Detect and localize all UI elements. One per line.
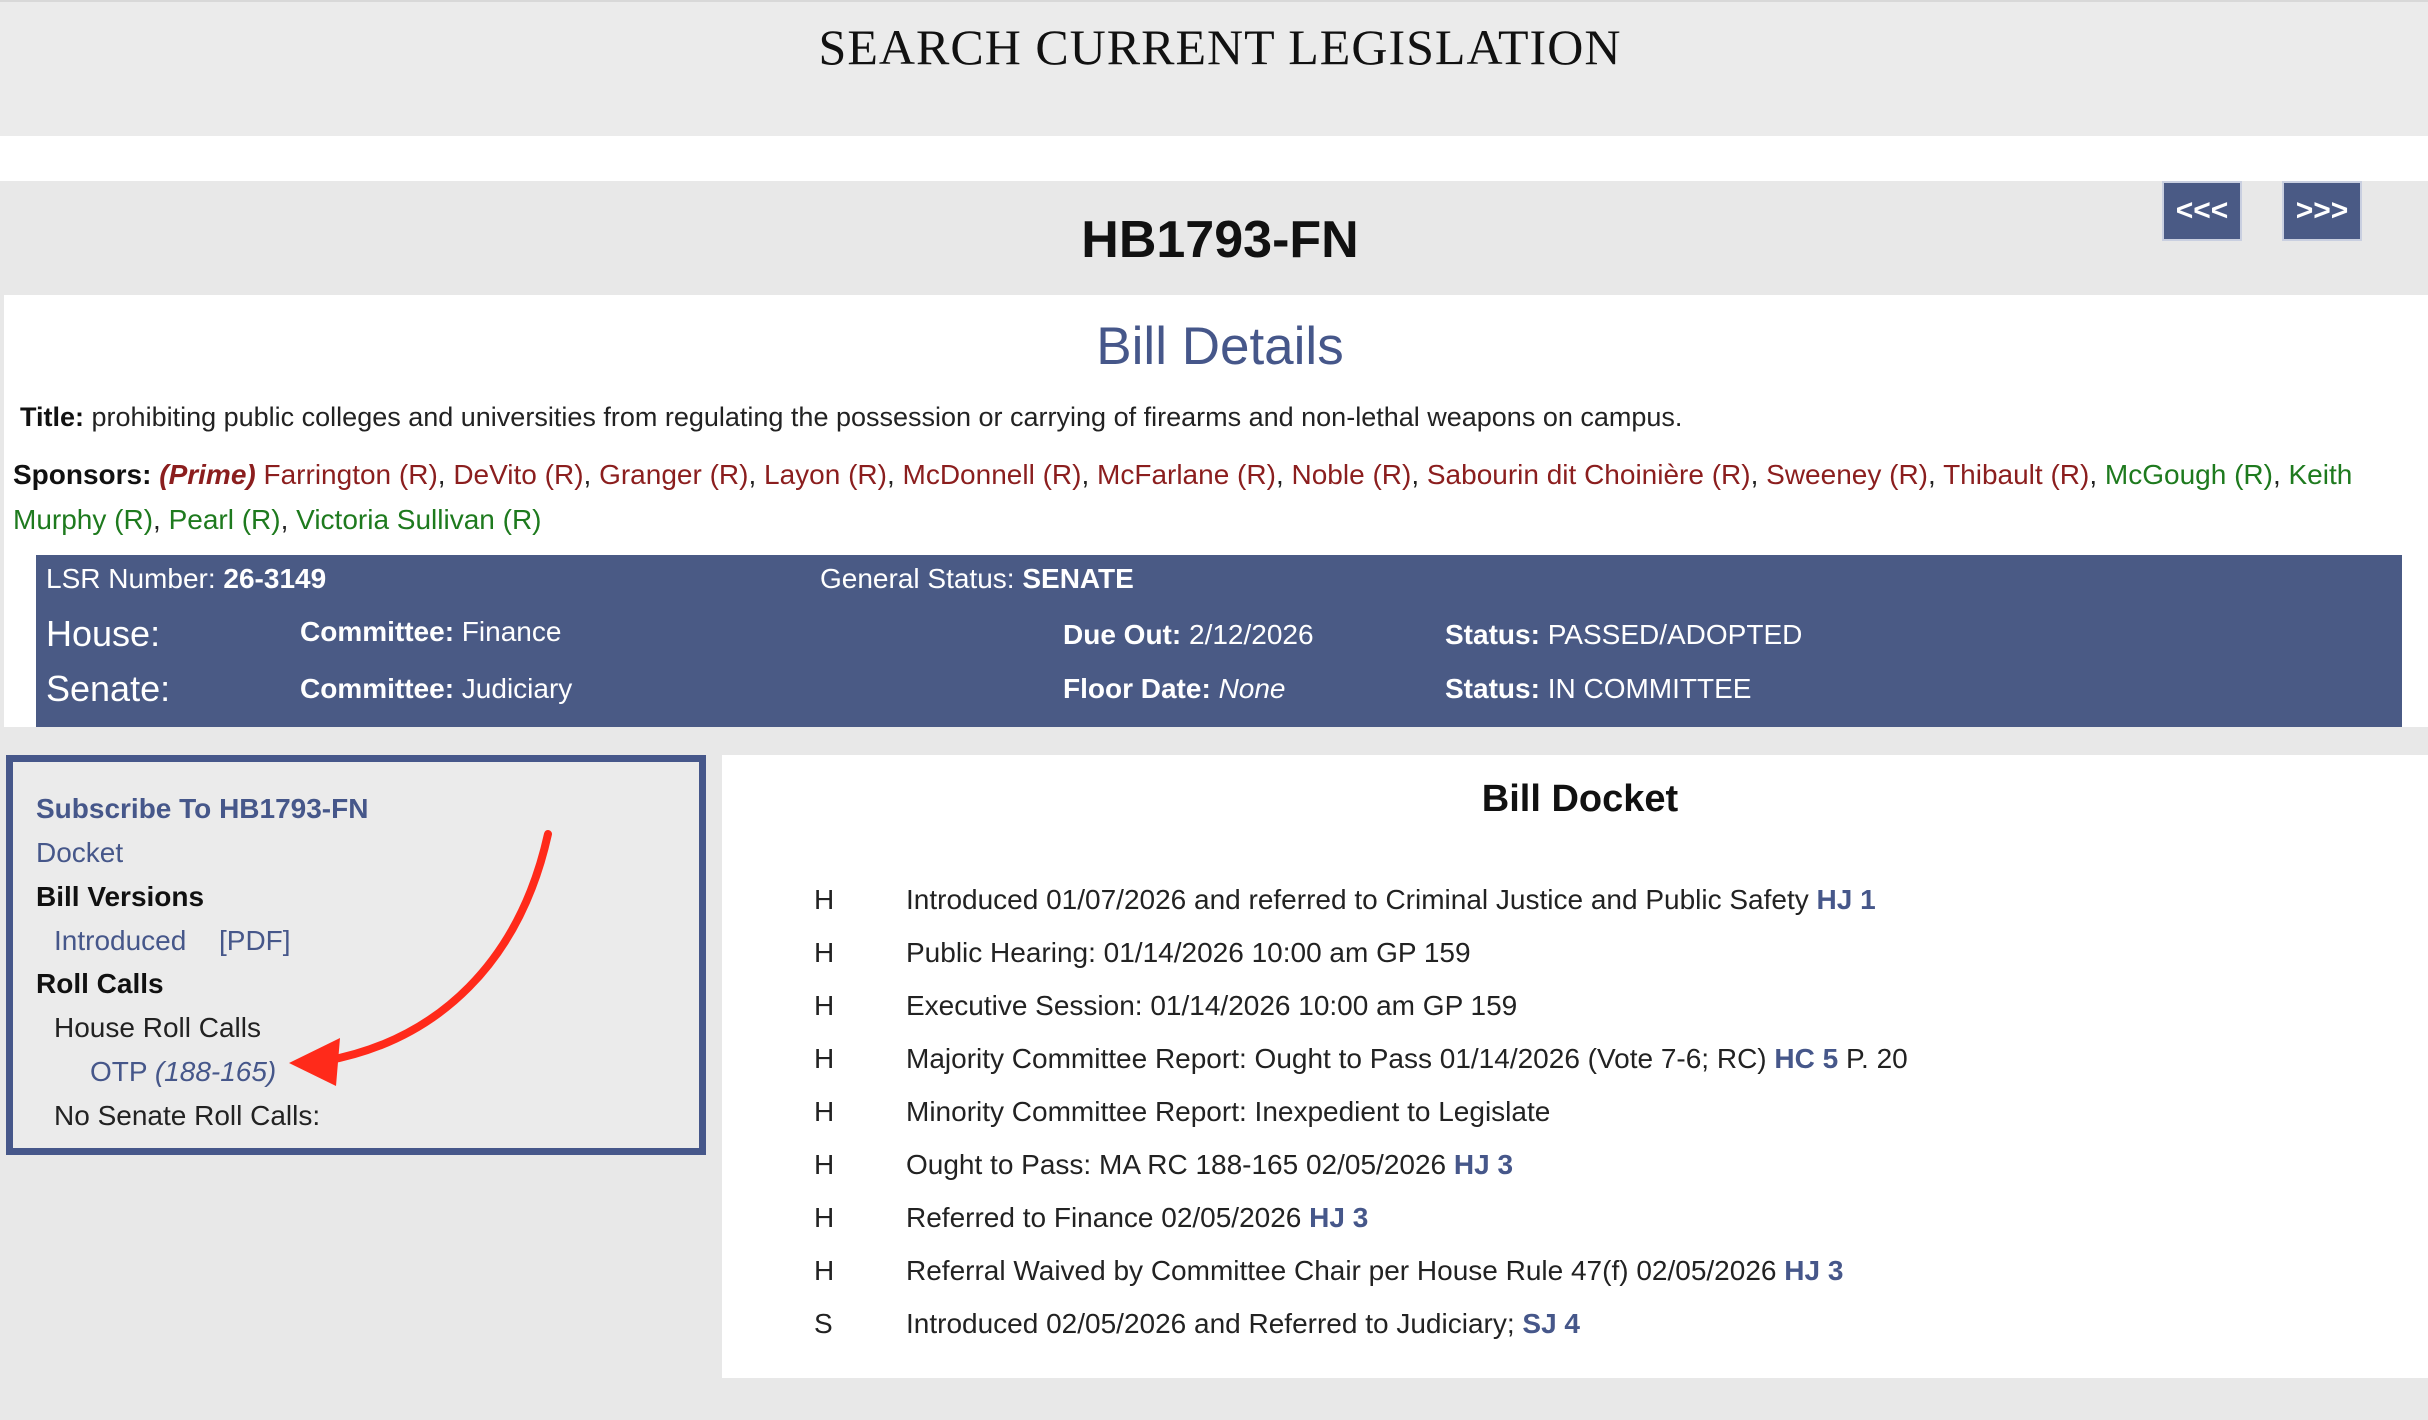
sponsor-separator: , <box>583 459 592 490</box>
sponsor-name[interactable]: Farrington (R) <box>263 459 438 490</box>
otp-label: OTP <box>90 1056 148 1087</box>
title-label: Title: <box>20 402 85 432</box>
floor-date-value: None <box>1218 673 1286 704</box>
journal-reference-link[interactable]: HJ 1 <box>1816 884 1876 915</box>
sponsor-separator: , <box>1411 459 1420 490</box>
sponsor-name[interactable]: Victoria Sullivan (R) <box>296 504 542 535</box>
due-out-value: 2/12/2026 <box>1189 619 1314 650</box>
introduced-pdf-link[interactable]: [PDF] <box>219 925 291 956</box>
bill-title <box>20 402 2410 433</box>
sponsor-separator: , <box>886 459 895 490</box>
docket-chamber: H <box>814 1255 835 1286</box>
docket-entry <box>906 1255 1843 1287</box>
docket-row <box>722 1096 2422 1149</box>
docket-entry <box>906 1043 1908 1075</box>
docket-row <box>722 937 2422 990</box>
bill-docket-heading: Bill Docket <box>1481 778 1679 820</box>
docket-entry-text: Referral Waived by Committee Chair per House Rule 47(f) 02/05/2026 <box>906 1255 1777 1286</box>
title-text: prohibiting public colleges and universities from regulating the possession or carrying of firearms and non-lethal weapons on campus. <box>91 402 1683 432</box>
senate-committee-value: Judiciary <box>461 673 573 704</box>
docket-entry-text: Ought to Pass: MA RC 188-165 02/05/2026 <box>906 1149 1447 1180</box>
sponsor-name[interactable]: DeVito (R) <box>453 459 584 490</box>
house-status-value: PASSED/ADOPTED <box>1547 619 1803 650</box>
docket-chamber: H <box>814 1096 835 1127</box>
docket-row <box>722 990 2422 1043</box>
docket-chamber: H <box>814 990 835 1021</box>
docket-entry <box>906 1096 1550 1128</box>
house-status-label: Status: <box>1445 619 1540 650</box>
sponsor-name[interactable]: Keith Murphy (R) <box>13 459 2353 535</box>
sponsor-name[interactable]: Sweeney (R) <box>1766 459 1928 490</box>
subscribe-link[interactable]: Subscribe To HB1793-FN <box>36 793 369 824</box>
docket-chamber: S <box>814 1308 833 1339</box>
house-committee-value: Finance <box>461 616 562 647</box>
docket-chamber: H <box>814 1202 835 1233</box>
bill-sidebar <box>6 755 706 1155</box>
header-divider <box>0 136 2428 181</box>
docket-row <box>722 1149 2422 1202</box>
docket-entry-text: Majority Committee Report: Ought to Pass 01/14/2026 (Vote 7-6; RC) <box>906 1043 1767 1074</box>
sponsor-name[interactable]: Thibault (R) <box>1943 459 2090 490</box>
sponsor-name[interactable]: Pearl (R) <box>168 504 281 535</box>
general-status-label: General Status: <box>820 563 1015 594</box>
docket-row <box>722 1255 2422 1308</box>
docket-row <box>722 1043 2422 1096</box>
sponsor-separator: , <box>153 504 161 535</box>
docket-entry <box>906 937 1471 969</box>
sponsor-separator: , <box>1928 459 1936 490</box>
journal-reference-link[interactable]: HJ 3 <box>1453 1149 1514 1180</box>
general-status-value: SENATE <box>1022 563 1134 594</box>
docket-entry <box>906 1202 1368 1234</box>
sponsor-separator: , <box>1750 459 1759 490</box>
docket-entry-text: Minority Committee Report: Inexpedient to Legislate <box>906 1096 1551 1127</box>
journal-reference-link[interactable]: SJ 4 <box>1522 1308 1581 1339</box>
docket-chamber: H <box>814 1149 835 1180</box>
house-status <box>1445 619 1802 651</box>
sponsor-name[interactable]: McDonnell (R) <box>902 459 1082 490</box>
lsr-number <box>46 563 326 595</box>
sponsor-separator: , <box>2089 459 2098 490</box>
sponsor-name[interactable]: McGough (R) <box>2104 459 2273 490</box>
journal-reference-link[interactable]: HJ 3 <box>1784 1255 1844 1286</box>
lsr-label: LSR Number: <box>46 563 216 594</box>
previous-bill-button[interactable]: <<< <box>2162 181 2242 241</box>
introduced-version-link[interactable]: Introduced <box>54 925 187 956</box>
sponsor-separator: , <box>748 459 757 490</box>
sponsor-separator: , <box>2272 459 2281 490</box>
docket-entry <box>906 1149 1513 1181</box>
sponsor-separator: , <box>1081 459 1090 490</box>
house-roll-calls-label: House Roll Calls <box>54 1012 261 1043</box>
docket-entry-text: Public Hearing: 01/14/2026 10:00 am GP 159 <box>906 937 1471 968</box>
sponsor-name[interactable]: Noble (R) <box>1291 459 1412 490</box>
sponsors-list <box>13 452 2413 542</box>
due-out-label: Due Out: <box>1063 619 1182 650</box>
bill-status-box <box>36 555 2402 727</box>
lsr-value: 26-3149 <box>223 563 327 594</box>
sponsors-label: Sponsors: <box>13 459 152 490</box>
docket-entry <box>906 1308 1580 1340</box>
sponsor-name[interactable]: McFarlane (R) <box>1097 459 1276 490</box>
floor-date-label: Floor Date: <box>1063 673 1211 704</box>
journal-reference-link[interactable]: HC 5 <box>1774 1043 1839 1074</box>
otp-roll-call-link[interactable] <box>90 1056 276 1088</box>
docket-row <box>722 884 2422 937</box>
next-bill-button[interactable]: >>> <box>2282 181 2362 241</box>
docket-chamber: H <box>814 884 835 915</box>
senate-status-label: Status: <box>1445 673 1540 704</box>
senate-status-value: IN COMMITTEE <box>1547 673 1752 704</box>
bill-number-title: HB1793-FN <box>1081 211 1359 269</box>
otp-vote: (188-165) <box>154 1056 277 1087</box>
docket-chamber: H <box>814 937 835 968</box>
bill-details-heading: Bill Details <box>1096 317 1344 376</box>
general-status <box>820 563 1134 595</box>
docket-entry <box>906 990 1517 1022</box>
prime-label: (Prime) <box>159 459 256 490</box>
sponsor-name[interactable]: Layon (R) <box>764 459 887 490</box>
senate-committee-label: Committee: <box>300 673 455 704</box>
house-committee <box>300 616 561 648</box>
docket-entry-text: Introduced 01/07/2026 and referred to Criminal Justice and Public Safety <box>906 884 1809 915</box>
house-committee-label: Committee: <box>300 616 455 647</box>
floor-date <box>1063 673 1286 705</box>
docket-row <box>722 1202 2422 1255</box>
senate-committee <box>300 673 572 705</box>
docket-row <box>722 1308 2422 1361</box>
sponsor-name[interactable]: Sabourin dit Choinière (R) <box>1426 459 1751 490</box>
sponsor-separator: , <box>280 504 289 535</box>
no-senate-roll-calls: No Senate Roll Calls: <box>54 1100 321 1131</box>
senate-status <box>1445 673 1751 705</box>
sponsor-name[interactable]: Granger (R) <box>599 459 749 490</box>
docket-link[interactable]: Docket <box>36 837 124 868</box>
docket-entry-text: Introduced 02/05/2026 and Referred to Judiciary; <box>906 1308 1515 1339</box>
house-label: House: <box>46 613 161 654</box>
roll-calls-heading: Roll Calls <box>36 968 164 999</box>
journal-reference-link[interactable]: HJ 3 <box>1309 1202 1369 1233</box>
docket-page-reference: P. 20 <box>1845 1043 1908 1074</box>
docket-chamber: H <box>814 1043 835 1074</box>
due-out <box>1063 619 1314 651</box>
sponsor-separator: , <box>1275 459 1284 490</box>
bill-versions-heading: Bill Versions <box>36 881 205 912</box>
sponsor-separator: , <box>437 459 446 490</box>
senate-label: Senate: <box>46 668 171 709</box>
docket-entry <box>906 884 1876 916</box>
site-title: SEARCH CURRENT LEGISLATION <box>818 19 1622 75</box>
docket-entry-text: Referred to Finance 02/05/2026 <box>906 1202 1302 1233</box>
docket-entry-text: Executive Session: 01/14/2026 10:00 am GP 159 <box>906 990 1518 1021</box>
